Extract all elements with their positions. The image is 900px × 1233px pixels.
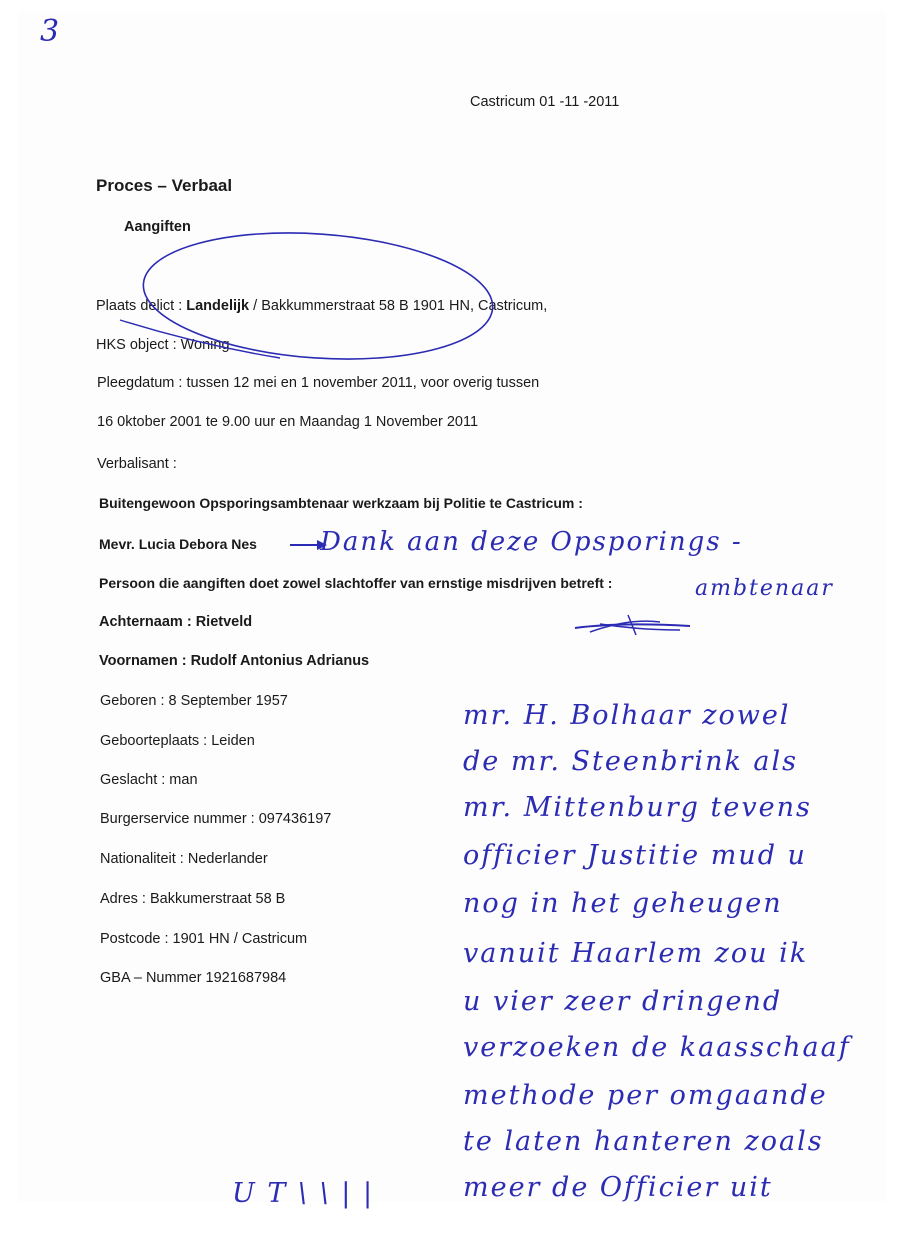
handwritten-line: mr. H. Bolhaar zowel (463, 700, 791, 731)
buitengewoon: Buitengewoon Opsporingsambtenaar werkzaam bij Politie te Castricum : (99, 495, 583, 511)
verbalisant: Verbalisant : (97, 456, 177, 472)
officer-name: Mevr. Lucia Debora Nes (99, 536, 257, 552)
handwritten-line: te laten hanteren zoals (463, 1126, 824, 1157)
ink-tail (120, 320, 280, 358)
handwritten-ambtenaar: ambtenaar (695, 576, 834, 601)
scribble-strikeout (575, 615, 690, 635)
pleegdatum: Pleegdatum : tussen 12 mei en 1 november 2011, voor overig tussen (97, 375, 540, 391)
pleegdatum-continued: 16 0ktober 2001 te 9.00 uur en Maandag 1 November 2011 (97, 414, 479, 430)
handwritten-line: vanuit Haarlem zou ik (463, 938, 809, 969)
geboren: Geboren : 8 September 1957 (100, 693, 288, 709)
handwritten-line: officier Justitie mud u (463, 840, 807, 871)
page-number-mark: 3 (40, 14, 62, 49)
handwritten-line: verzoeken de kaasschaaf (463, 1032, 851, 1063)
geboorteplaats: Geboorteplaats : Leiden (100, 733, 255, 749)
nationaliteit: Nationaliteit : Nederlander (100, 851, 268, 867)
handwritten-line: mr. Mittenburg tevens (463, 792, 812, 823)
document-subtitle: Aangiften (124, 219, 191, 235)
ink-circle (139, 222, 497, 370)
value: / Bakkummerstraat 58 B 1901 HN, Castricum, (249, 298, 548, 314)
handwritten-line: de mr. Steenbrink als (463, 746, 798, 777)
voornamen: Voornamen : Rudolf Antonius Adrianus (99, 653, 370, 669)
achternaam: Achternaam : Rietveld (99, 614, 253, 630)
document-title: Proces – Verbaal (96, 176, 233, 195)
persoon: Persoon die aangiften doet zowel slachtoffer van ernstige misdrijven betreft : (99, 575, 613, 591)
handwritten-fragment: U T \ \ | | (232, 1178, 375, 1209)
handwritten-line: u vier zeer dringend (463, 986, 783, 1017)
hks-object: HKS object : Woning (96, 337, 230, 353)
handwritten-line: meer de Officier uit (463, 1172, 773, 1203)
handwritten-thanks: Dank aan deze Opsporings - (320, 527, 743, 557)
postcode: Postcode : 1901 HN / Castricum (100, 931, 308, 947)
geslacht: Geslacht : man (100, 772, 198, 788)
gba-nummer: GBA – Nummer 1921687984 (100, 970, 287, 986)
handwritten-line: nog in het geheugen (463, 888, 783, 919)
adres: Adres : Bakkumerstraat 58 B (100, 891, 286, 907)
handwritten-line: methode per omgaande (463, 1080, 828, 1111)
burgerservice-nummer: Burgerservice nummer : 097436197 (100, 811, 332, 827)
label: Plaats delict : (96, 298, 187, 314)
place-date: Castricum 01 -11 -2011 (470, 94, 620, 110)
value-bold: Landelijk (186, 298, 250, 314)
